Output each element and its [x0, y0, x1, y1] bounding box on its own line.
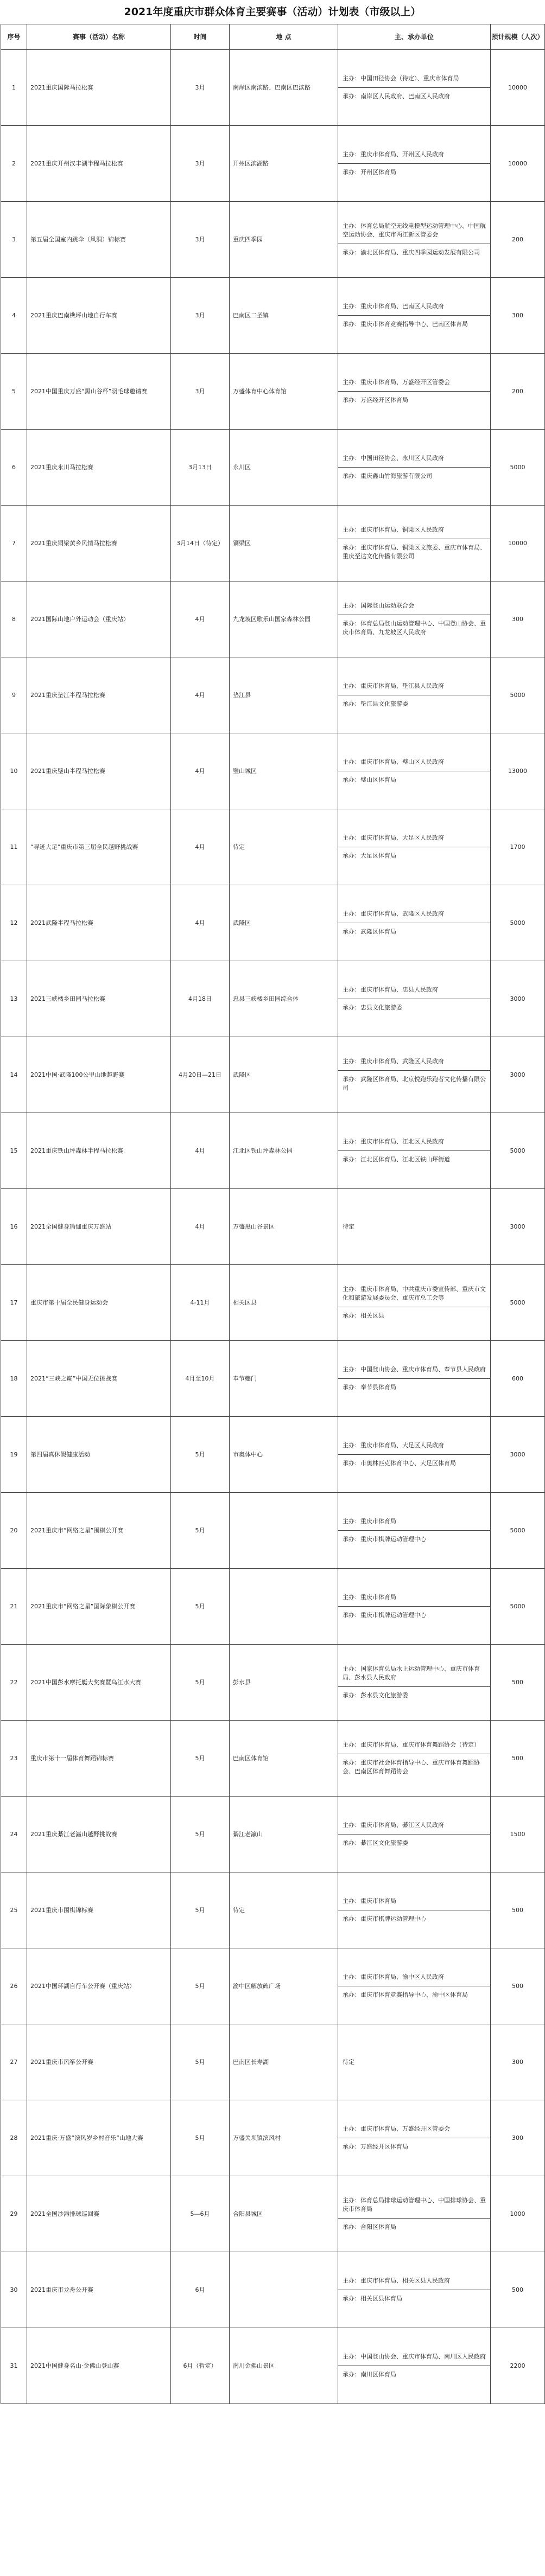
- cell-organizers: [338, 1265, 491, 1341]
- cell-organizers: [338, 278, 491, 354]
- cell-time: 4月20日—21日: [171, 1037, 230, 1113]
- organizer-line: 承办：万盛经开区体育局: [338, 391, 490, 409]
- cell-place: 市奥体中心: [230, 1417, 338, 1493]
- organizer-line: 承办：重庆鑫山竹海旅游有限公司: [338, 467, 490, 485]
- column-header-name: 赛事（活动）名称: [27, 24, 171, 50]
- table-row: [1, 733, 545, 809]
- cell-time: 3月: [171, 50, 230, 126]
- cell-scale: 3000: [491, 1037, 545, 1113]
- organizer-line: 承办：合阳区体育局: [338, 2218, 490, 2236]
- cell-event-name: 2021重庆市风筝公开赛: [27, 2024, 171, 2100]
- organizer-line: 主办：重庆市体育局、万盛经开区管委会: [343, 2125, 450, 2132]
- organizer-line: 承办：奉节县体育局: [338, 1378, 490, 1396]
- organizer-line: 承办：南岸区人民政府、巴南区人民政府: [338, 87, 490, 105]
- cell-scale: 5000: [491, 657, 545, 733]
- organizer-line: 承办：重庆市体育竞赛指导中心、渝中区体育局: [338, 1986, 490, 2004]
- cell-place: 永川区: [230, 430, 338, 506]
- cell-event-name: 重庆市第十一届体育舞蹈锦标赛: [27, 1721, 171, 1797]
- cell-time: 4月: [171, 733, 230, 809]
- organizer-line: 承办：市奥林匹克体育中心、大足区体育局: [338, 1454, 490, 1472]
- cell-scale: 5000: [491, 1569, 545, 1645]
- cell-scale: 600: [491, 1341, 545, 1417]
- cell-place: 九龙坡区歌乐山国家森林公园: [230, 581, 338, 657]
- organizer-line: 主办：重庆市体育局、綦江区人民政府: [343, 1821, 444, 1829]
- cell-place: 重庆四季园: [230, 202, 338, 278]
- organizer-line: 主办：重庆市体育局、巴南区人民政府: [343, 303, 444, 310]
- cell-time: 5月: [171, 1872, 230, 1948]
- cell-scale: 3000: [491, 961, 545, 1037]
- cell-event-name: 2021重庆国际马拉松赛: [27, 50, 171, 126]
- cell-scale: 300: [491, 2024, 545, 2100]
- table-row: [1, 1341, 545, 1417]
- cell-time: 3月: [171, 278, 230, 354]
- cell-time: 4月: [171, 809, 230, 885]
- cell-place: 铜梁区: [230, 506, 338, 581]
- cell-time: 5月: [171, 1569, 230, 1645]
- cell-place: 巴南区体育馆: [230, 1721, 338, 1797]
- cell-event-name: 2021中国彭水摩托艇大奖赛暨乌江水大赛: [27, 1645, 171, 1721]
- cell-no: 22: [1, 1645, 27, 1721]
- organizer-line: 承办：彭水县文化旅游委: [338, 1686, 490, 1704]
- cell-no: 19: [1, 1417, 27, 1493]
- cell-event-name: 2021中国·武隆100公里山地越野赛: [27, 1037, 171, 1113]
- cell-no: 21: [1, 1569, 27, 1645]
- cell-place: 彭水县: [230, 1645, 338, 1721]
- cell-time: 4月至10月: [171, 1341, 230, 1417]
- cell-organizers: [338, 1037, 491, 1113]
- document-title: 2021年度重庆市群众体育主要赛事（活动）计划表（市级以上）: [124, 6, 421, 18]
- cell-place: 待定: [230, 809, 338, 885]
- cell-place: [230, 1569, 338, 1645]
- table-row: [1, 1037, 545, 1113]
- cell-organizers: [338, 1948, 491, 2024]
- cell-organizers: [338, 2252, 491, 2328]
- cell-event-name: “寻迹大足”重庆市第三届全民越野挑战赛: [27, 809, 171, 885]
- table-row: [1, 1569, 545, 1645]
- table-row: [1, 809, 545, 885]
- table-row: [1, 354, 545, 430]
- table-row: [1, 2252, 545, 2328]
- cell-scale: 500: [491, 1872, 545, 1948]
- cell-place: 南岸区南滨路、巴南区巴滨路: [230, 50, 338, 126]
- cell-organizers: [338, 961, 491, 1037]
- cell-place: 綦江老瀛山: [230, 1797, 338, 1872]
- organizer-line: 主办：重庆市体育局、武隆区人民政府: [343, 910, 444, 917]
- table-row: [1, 1113, 545, 1189]
- cell-time: 4月18日: [171, 961, 230, 1037]
- cell-time: 5月: [171, 1797, 230, 1872]
- cell-no: 12: [1, 885, 27, 961]
- cell-time: 5月: [171, 1417, 230, 1493]
- cell-no: 27: [1, 2024, 27, 2100]
- cell-no: 10: [1, 733, 27, 809]
- table-row: [1, 1948, 545, 2024]
- cell-event-name: 2021重庆市龙舟公开赛: [27, 2252, 171, 2328]
- cell-time: 3月: [171, 354, 230, 430]
- table-row: [1, 885, 545, 961]
- table-row: [1, 2024, 545, 2100]
- cell-scale: 300: [491, 2100, 545, 2176]
- cell-organizers: [338, 50, 491, 126]
- organizer-line: 主办：重庆市体育局、中共重庆市委宣传部、重庆市文化和旅游发展委员会、重庆市总工会等: [343, 1286, 486, 1301]
- organizer-line: 主办：重庆市体育局: [343, 1518, 396, 1525]
- cell-time: 4-11月: [171, 1265, 230, 1341]
- cell-no: 25: [1, 1872, 27, 1948]
- cell-scale: 13000: [491, 733, 545, 809]
- table-row: [1, 1645, 545, 1721]
- cell-organizers: [338, 1872, 491, 1948]
- table-row: [1, 1265, 545, 1341]
- cell-no: 20: [1, 1493, 27, 1569]
- cell-scale: 3000: [491, 1189, 545, 1265]
- cell-event-name: 2021全国健身瑜伽重庆万盛站: [27, 1189, 171, 1265]
- cell-event-name: 2021国际山地户外运动会（重庆站）: [27, 581, 171, 657]
- organizer-line: 承办：开州区体育局: [338, 163, 490, 181]
- cell-place: 渝中区解放碑广场: [230, 1948, 338, 2024]
- cell-time: 5月: [171, 1645, 230, 1721]
- cell-time: 4月: [171, 885, 230, 961]
- cell-scale: 500: [491, 1721, 545, 1797]
- organizer-line: 主办：重庆市体育局、万盛经开区管委会: [343, 379, 450, 386]
- table-row: [1, 430, 545, 506]
- cell-time: 5月: [171, 2100, 230, 2176]
- column-header-place: 地 点: [230, 24, 338, 50]
- cell-event-name: 第四届真休假健康活动: [27, 1417, 171, 1493]
- cell-time: 5月: [171, 1948, 230, 2024]
- cell-event-name: 2021重庆巴南樵坪山地自行车赛: [27, 278, 171, 354]
- cell-no: 13: [1, 961, 27, 1037]
- organizer-line: 承办：重庆市棋牌运动管理中心: [338, 1910, 490, 1928]
- organizer-line: 主办：重庆市体育局: [343, 1897, 396, 1904]
- cell-no: 26: [1, 1948, 27, 2024]
- cell-no: 8: [1, 581, 27, 657]
- cell-place: 忠县三峡橘乡田园综合体: [230, 961, 338, 1037]
- table-row: [1, 657, 545, 733]
- table-row: [1, 961, 545, 1037]
- organizer-line: 主办：体育总局排球运动管理中心、中国排球协会、重庆市体育局: [343, 2197, 486, 2213]
- cell-organizers: [338, 202, 491, 278]
- organizer-line: 承办：渝北区体育局、重庆四季园运动发展有限公司: [338, 244, 490, 261]
- organizer-line: 主办：重庆市体育局、江北区人民政府: [343, 1138, 444, 1145]
- cell-organizers: [338, 506, 491, 581]
- cell-place: 江北区铁山坪森林公园: [230, 1113, 338, 1189]
- organizer-line: 承办：体育总局登山运动管理中心、中国登山协会、重庆市体育局、九龙坡区人民政府: [338, 615, 490, 641]
- organizer-line: 主办：重庆市体育局、铜梁区人民政府: [343, 526, 444, 533]
- cell-time: 6月: [171, 2252, 230, 2328]
- cell-event-name: 2021重庆市围棋锦标赛: [27, 1872, 171, 1948]
- cell-scale: 10000: [491, 50, 545, 126]
- cell-no: 23: [1, 1721, 27, 1797]
- table-row: [1, 1493, 545, 1569]
- organizer-line: 主办：重庆市体育局、开州区人民政府: [343, 151, 444, 158]
- cell-event-name: 2021“三峡之巅”中国无位挑战赛: [27, 1341, 171, 1417]
- cell-time: 3月13日: [171, 430, 230, 506]
- cell-no: 29: [1, 2176, 27, 2252]
- cell-scale: 3000: [491, 1417, 545, 1493]
- cell-time: 4月: [171, 1189, 230, 1265]
- cell-event-name: 2021重庆开州汉丰湖半程马拉松赛: [27, 126, 171, 202]
- cell-time: 5—6月: [171, 2176, 230, 2252]
- organizer-line: 主办：中国登山协会、重庆市体育局、南川区人民政府: [343, 2353, 486, 2360]
- cell-scale: 300: [491, 581, 545, 657]
- cell-time: 3月14日（待定）: [171, 506, 230, 581]
- cell-scale: 1700: [491, 809, 545, 885]
- cell-place: 万盛体育中心体育馆: [230, 354, 338, 430]
- cell-organizers: [338, 2328, 491, 2404]
- cell-time: 5月: [171, 1493, 230, 1569]
- organizer-line: 承办：南川区体育局: [338, 2366, 490, 2383]
- cell-no: 14: [1, 1037, 27, 1113]
- cell-scale: 5000: [491, 1493, 545, 1569]
- cell-organizers: [338, 2100, 491, 2176]
- cell-organizers: [338, 1189, 491, 1265]
- cell-event-name: 2021重庆璧山半程马拉松赛: [27, 733, 171, 809]
- cell-place: 开州区滨湖路: [230, 126, 338, 202]
- organizer-line: 承办：相关区县: [338, 1307, 490, 1325]
- cell-no: 18: [1, 1341, 27, 1417]
- cell-scale: 1000: [491, 2176, 545, 2252]
- organizer-line: 待定: [343, 1223, 354, 1230]
- cell-event-name: 2021重庆市“网络之星”国际象棋公开赛: [27, 1569, 171, 1645]
- table-row: [1, 581, 545, 657]
- table-row: [1, 278, 545, 354]
- cell-place: 巴南区二圣镇: [230, 278, 338, 354]
- cell-no: 16: [1, 1189, 27, 1265]
- cell-time: 3月: [171, 126, 230, 202]
- table-row: [1, 2176, 545, 2252]
- table-body: [1, 50, 545, 2404]
- organizer-line: 承办：万盛经开区体育局: [338, 2138, 490, 2156]
- cell-place: 万盛关坝镇滨风村: [230, 2100, 338, 2176]
- cell-time: 5月: [171, 1721, 230, 1797]
- cell-time: 3月: [171, 202, 230, 278]
- organizer-line: 主办：重庆市体育局、垫江县人民政府: [343, 682, 444, 689]
- column-header-org: 主、承办单位: [338, 24, 491, 50]
- cell-scale: 2200: [491, 2328, 545, 2404]
- organizer-line: 主办：体育总局航空无线电模型运动管理中心、中国航空运动协会、重庆市两江新区管委会: [343, 222, 486, 238]
- cell-event-name: 重庆市第十届全民健身运动会: [27, 1265, 171, 1341]
- cell-time: 6月（暂定）: [171, 2328, 230, 2404]
- cell-organizers: [338, 1341, 491, 1417]
- cell-place: 武隆区: [230, 1037, 338, 1113]
- cell-no: 2: [1, 126, 27, 202]
- cell-event-name: 2021重庆铁山坪森林半程马拉松赛: [27, 1113, 171, 1189]
- cell-organizers: [338, 1645, 491, 1721]
- table-header-row: [1, 24, 545, 50]
- table-row: [1, 50, 545, 126]
- cell-scale: 5000: [491, 430, 545, 506]
- organizer-line: 承办：武隆区体育局、北京悦跑乐跑者文化传播有限公司: [338, 1070, 490, 1097]
- cell-no: 6: [1, 430, 27, 506]
- organizer-line: 主办：重庆市体育局、大足区人民政府: [343, 834, 444, 841]
- table-row: [1, 1417, 545, 1493]
- column-header-no: 序号: [1, 24, 27, 50]
- cell-event-name: 2021重庆綦江老瀛山越野挑战赛: [27, 1797, 171, 1872]
- table-row: [1, 1721, 545, 1797]
- cell-scale: 10000: [491, 506, 545, 581]
- organizer-line: 承办：江北区体育局、江北区铁山坪街道: [338, 1150, 490, 1168]
- cell-scale: 1500: [491, 1797, 545, 1872]
- organizer-line: 承办：忠县文化旅游委: [338, 999, 490, 1017]
- organizer-line: 承办：相关区县体育局: [338, 2290, 490, 2307]
- cell-no: 9: [1, 657, 27, 733]
- organizer-line: 主办：重庆市体育局、重庆市体育舞蹈协会（待定）: [343, 1741, 480, 1748]
- cell-scale: 500: [491, 1645, 545, 1721]
- cell-organizers: [338, 430, 491, 506]
- cell-event-name: 第五届全国室内跳伞（风洞）锦标赛: [27, 202, 171, 278]
- cell-place: 待定: [230, 1872, 338, 1948]
- organizer-line: 承办：重庆市体育竞赛指导中心、巴南区体育局: [338, 315, 490, 333]
- cell-organizers: [338, 581, 491, 657]
- cell-event-name: 2021重庆垫江半程马拉松赛: [27, 657, 171, 733]
- cell-time: 4月: [171, 657, 230, 733]
- organizer-line: 待定: [343, 2058, 354, 2066]
- cell-organizers: [338, 354, 491, 430]
- cell-event-name: 2021全国沙滩排球巡回赛: [27, 2176, 171, 2252]
- cell-place: [230, 2252, 338, 2328]
- cell-event-name: 2021重庆铜梁黄乡风情马拉松赛: [27, 506, 171, 581]
- organizer-line: 主办：重庆市体育局、相关区县人民政府: [343, 2277, 450, 2284]
- organizer-line: 主办：中国田径协会、永川区人民政府: [343, 455, 444, 462]
- cell-scale: 200: [491, 202, 545, 278]
- cell-scale: 5000: [491, 1265, 545, 1341]
- cell-scale: 10000: [491, 126, 545, 202]
- cell-organizers: [338, 809, 491, 885]
- organizer-line: 承办：重庆市社会体育指导中心、重庆市体育舞蹈协会、巴南区体育舞蹈协会: [338, 1754, 490, 1780]
- cell-organizers: [338, 2024, 491, 2100]
- cell-place: 奉节夔门: [230, 1341, 338, 1417]
- table-row: [1, 2100, 545, 2176]
- cell-no: 4: [1, 278, 27, 354]
- table-row: [1, 506, 545, 581]
- cell-no: 15: [1, 1113, 27, 1189]
- cell-event-name: 2021武隆半程马拉松赛: [27, 885, 171, 961]
- cell-no: 30: [1, 2252, 27, 2328]
- organizer-line: 主办：重庆市体育局、武隆区人民政府: [343, 1058, 444, 1065]
- organizer-line: 承办：武隆区体育局: [338, 923, 490, 941]
- column-header-time: 时间: [171, 24, 230, 50]
- cell-event-name: 2021中国健身名山·金佛山登山赛: [27, 2328, 171, 2404]
- organizer-line: 承办：垫江县文化旅游委: [338, 695, 490, 713]
- organizer-line: 主办：国际登山运动联合会: [343, 602, 414, 609]
- cell-place: 南川金佛山景区: [230, 2328, 338, 2404]
- cell-time: 4月: [171, 1113, 230, 1189]
- cell-event-name: 2021重庆永川马拉松赛: [27, 430, 171, 506]
- cell-organizers: [338, 2176, 491, 2252]
- organizer-line: 主办：中国田径协会（待定）、重庆市体育局: [343, 75, 459, 82]
- table-row: [1, 1872, 545, 1948]
- cell-no: 1: [1, 50, 27, 126]
- cell-event-name: 2021三峡橘乡田园马拉松赛: [27, 961, 171, 1037]
- cell-organizers: [338, 1569, 491, 1645]
- cell-no: 3: [1, 202, 27, 278]
- cell-scale: 5000: [491, 885, 545, 961]
- organizer-line: 主办：中国登山协会、重庆市体育局、奉节县人民政府: [343, 1366, 486, 1373]
- table-row: [1, 1797, 545, 1872]
- cell-place: 相关区县: [230, 1265, 338, 1341]
- organizer-line: 承办：綦江区文化旅游委: [338, 1834, 490, 1852]
- organizer-line: 主办：重庆市体育局、璧山区人民政府: [343, 758, 444, 765]
- cell-scale: 300: [491, 278, 545, 354]
- cell-place: 万盛黑山谷景区: [230, 1189, 338, 1265]
- cell-organizers: [338, 1113, 491, 1189]
- cell-no: 28: [1, 2100, 27, 2176]
- cell-no: 31: [1, 2328, 27, 2404]
- cell-organizers: [338, 733, 491, 809]
- organizer-line: 承办：重庆市棋牌运动管理中心: [338, 1606, 490, 1624]
- table-row: [1, 2328, 545, 2404]
- cell-organizers: [338, 1721, 491, 1797]
- cell-event-name: 2021重庆·万盛“滨风岁乡村音乐”山地大赛: [27, 2100, 171, 2176]
- organizer-line: 承办：重庆市棋牌运动管理中心: [338, 1530, 490, 1548]
- organizer-line: 主办：重庆市体育局、渝中区人民政府: [343, 1973, 444, 1980]
- cell-place: 武隆区: [230, 885, 338, 961]
- cell-organizers: [338, 126, 491, 202]
- cell-organizers: [338, 885, 491, 961]
- cell-no: 24: [1, 1797, 27, 1872]
- organizer-line: 承办：大足区体育局: [338, 847, 490, 865]
- cell-event-name: 2021重庆市“网络之星”围棋公开赛: [27, 1493, 171, 1569]
- cell-place: 璧山城区: [230, 733, 338, 809]
- table-row: [1, 1189, 545, 1265]
- organizer-line: 主办：重庆市体育局、大足区人民政府: [343, 1442, 444, 1449]
- cell-no: 11: [1, 809, 27, 885]
- table-row: [1, 126, 545, 202]
- cell-organizers: [338, 1797, 491, 1872]
- cell-organizers: [338, 1493, 491, 1569]
- cell-scale: 500: [491, 2252, 545, 2328]
- table-row: [1, 202, 545, 278]
- cell-no: 17: [1, 1265, 27, 1341]
- cell-scale: 5000: [491, 1113, 545, 1189]
- cell-place: 合阳县城区: [230, 2176, 338, 2252]
- events-table: [1, 24, 545, 2404]
- cell-event-name: 2021中国重庆万盛“黑山谷杯”羽毛球邀请赛: [27, 354, 171, 430]
- cell-place: [230, 1493, 338, 1569]
- column-header-scale: 预计规模（人次）: [491, 24, 545, 50]
- cell-no: 5: [1, 354, 27, 430]
- organizer-line: 承办：璧山区体育局: [338, 771, 490, 789]
- cell-place: 垫江县: [230, 657, 338, 733]
- cell-time: 5月: [171, 2024, 230, 2100]
- cell-event-name: 2021中国环湖自行车公开赛（重庆站）: [27, 1948, 171, 2024]
- cell-scale: 500: [491, 1948, 545, 2024]
- cell-no: 7: [1, 506, 27, 581]
- cell-organizers: [338, 1417, 491, 1493]
- organizer-line: 主办：重庆市体育局: [343, 1594, 396, 1601]
- organizer-line: 主办：国家体育总局水上运动管理中心、重庆市体育局、彭水县人民政府: [343, 1665, 480, 1681]
- cell-time: 4月: [171, 581, 230, 657]
- organizer-line: 承办：重庆市体育局、铜梁区文旅委、重庆市体育局、重庆至达文化传播有限公司: [338, 539, 490, 565]
- organizer-line: 主办：重庆市体育局、忠县人民政府: [343, 986, 438, 993]
- cell-scale: 200: [491, 354, 545, 430]
- cell-organizers: [338, 657, 491, 733]
- cell-place: 巴南区长寿湖: [230, 2024, 338, 2100]
